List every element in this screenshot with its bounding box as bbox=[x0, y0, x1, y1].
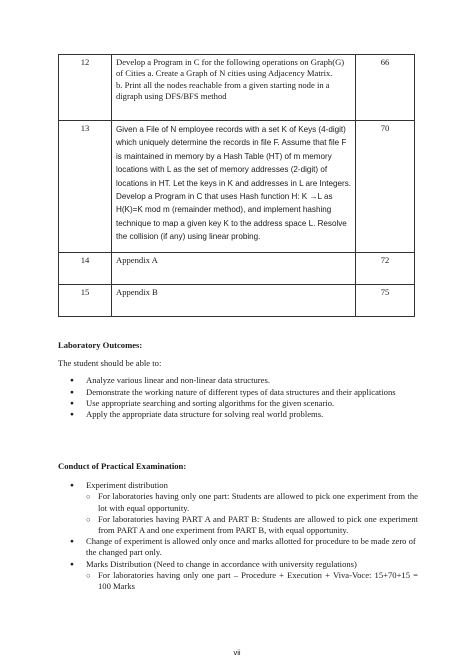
sub-list-item: ○ For laboratories having PART A and PART B: Students are allowed to pick one experiment from PART A and one experiment from PART B, with equal opportunity. bbox=[58, 514, 418, 536]
page-number: 70 bbox=[356, 121, 415, 253]
list-item: ● Marks Distribution (Need to change in accordance with university regulations) bbox=[58, 559, 418, 570]
practical-examination-section bbox=[58, 461, 418, 592]
experiment-description-part-a: Develop a Program in C for the following operations on Graph(G) of Cities a. Create a Graph of N cities using Adjacency Matrix. bbox=[116, 57, 345, 79]
list-item: ● Demonstrate the working nature of different types of data structures and their applications bbox=[58, 387, 418, 398]
section-heading: Conduct of Practical Examination: bbox=[58, 461, 187, 471]
list-item: ● Use appropriate searching and sorting algorithms for the given scenario. bbox=[58, 398, 418, 409]
table-row bbox=[59, 121, 415, 253]
table-row bbox=[59, 55, 415, 121]
table-row bbox=[59, 285, 415, 317]
laboratory-outcomes-section bbox=[58, 340, 418, 420]
page-footer-number: vii bbox=[233, 648, 241, 657]
list-item: ● Apply the appropriate data structure for solving real world problems. bbox=[58, 409, 418, 420]
sub-list-item: ○ For laboratories having only one part: Students are allowed to pick one experiment from the lot with equal opportunity. bbox=[58, 491, 418, 513]
table-row bbox=[59, 253, 415, 285]
sub-list-item: ○ For laboratories having only one part – Procedure + Execution + Viva-Voce: 15+70+15 = 100 Marks bbox=[58, 570, 418, 592]
experiment-description bbox=[112, 55, 356, 121]
experiment-number: 14 bbox=[59, 253, 112, 285]
outcomes-intro: The student should be able to: bbox=[58, 358, 162, 369]
list-item: ● Change of experiment is allowed only once and marks allotted for procedure to be made zero of the changed part only. bbox=[58, 536, 418, 558]
page-number: 75 bbox=[356, 285, 415, 317]
experiment-table bbox=[58, 54, 415, 317]
conduct-list bbox=[58, 480, 418, 491]
list-item-text: Experiment distribution bbox=[86, 480, 168, 491]
page-number: 66 bbox=[356, 55, 415, 121]
sub-list bbox=[58, 491, 418, 536]
experiment-number: 15 bbox=[59, 285, 112, 317]
section-heading: Laboratory Outcomes: bbox=[58, 340, 143, 350]
list-item bbox=[58, 480, 418, 491]
sub-list bbox=[58, 570, 418, 592]
experiment-description: Appendix A bbox=[112, 253, 356, 285]
experiment-description: Appendix B bbox=[112, 285, 356, 317]
experiment-number: 12 bbox=[59, 55, 112, 121]
outcomes-list bbox=[58, 375, 418, 420]
page-number: 72 bbox=[356, 253, 415, 285]
experiment-description-part-b: b. Print all the nodes reachable from a given starting node in a digraph using DFS/BFS method bbox=[116, 79, 330, 102]
list-item: ● Analyze various linear and non-linear data structures. bbox=[58, 375, 418, 386]
experiment-number: 13 bbox=[59, 121, 112, 253]
experiment-description: Given a File of N employee records with a set K of Keys (4-digit) which uniquely determine the records in file F. Assume that file F is maintained in memory by a Hash Table (HT) of m memory locations with L as the set of memory addresses (2-digit) of locations in HT. Let the keys in K and addresses in L are Integers. Develop a Program in C that uses Hash function H: K →L as H(K)=K mod m (remainder method), and implement hashing technique to map a given key K to the address space L. Resolve the collision (if any) using linear probing. bbox=[112, 121, 356, 253]
conduct-list bbox=[58, 536, 418, 570]
